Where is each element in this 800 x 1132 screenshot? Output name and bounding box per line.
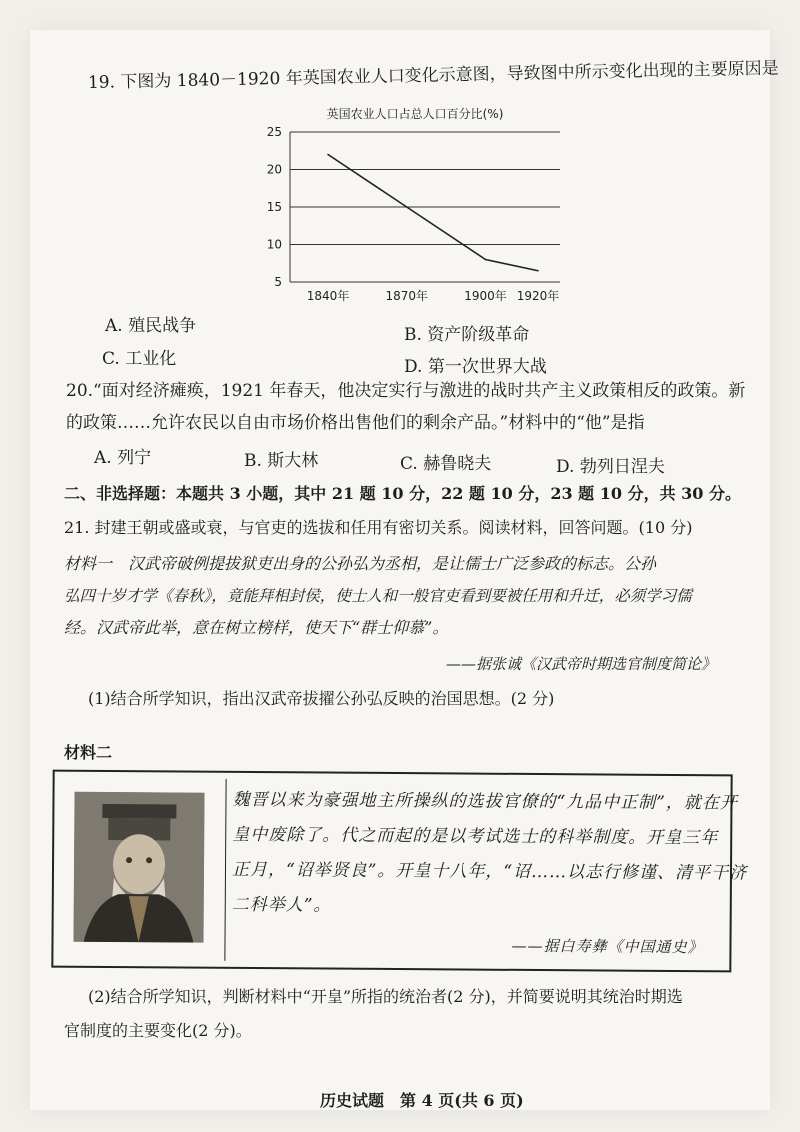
- line-chart: [250, 108, 580, 313]
- data-point: [327, 154, 329, 156]
- q19-option-b: B. 资产阶级革命: [404, 325, 530, 345]
- q20-stem-line1: 20.“面对经济瘫痪，1921 年春天，他决定实行与激进的战时共产主义政策相反的政策。新: [66, 381, 746, 401]
- y-tick-label: 20: [266, 162, 282, 177]
- material2-line4: 二科举人”。: [231, 894, 332, 916]
- portrait-frame: [59, 778, 226, 961]
- data-point: [485, 259, 487, 261]
- q21-sub1: (1)结合所学知识，指出汉武帝拔擢公孙弘反映的治国思想。(2 分): [88, 689, 555, 708]
- q20-option-c: C. 赫鲁晓夫: [400, 454, 492, 474]
- x-tick-label: 1920年: [516, 289, 560, 303]
- q21-sub2-line1: (2)结合所学知识，判断材料中“开皇”所指的统治者(2 分)，并简要说明其统治时期选: [88, 987, 683, 1006]
- material2-line1: 魏晋以来为豪强地主所操纵的选拔官僚的“九品中正制”，就在开: [232, 789, 738, 814]
- q21-stem: 21. 封建王朝或盛或衰，与官吏的选拔和任用有密切关系。阅读材料，回答问题。(10 分): [64, 518, 693, 537]
- chart-svg: [250, 108, 580, 313]
- q19-option-c: C. 工业化: [102, 349, 177, 369]
- q21-sub2-line2: 官制度的主要变化(2 分)。: [64, 1021, 252, 1040]
- x-tick-label: 1900年: [464, 289, 507, 303]
- y-tick-label: 5: [274, 275, 282, 289]
- emperor-portrait-image: [73, 792, 204, 943]
- material1-line3: 经。汉武帝此举，意在树立榜样，使天下“群士仰慕”。: [64, 618, 449, 637]
- q20-option-d: D. 勃列日涅夫: [556, 457, 665, 477]
- page-footer: 历史试题 第 4 页(共 6 页): [320, 1091, 524, 1110]
- material2-line3: 正月，“诏举贤良”。开皇十八年，“诏……以志行修谨、清平干济: [231, 859, 748, 884]
- material2-line2: 皇中废除了。代之而起的是以考试选士的科举制度。开皇三年: [232, 824, 719, 849]
- material1-source: ——据张诚《汉武帝时期选官制度简论》: [446, 655, 717, 673]
- q19-option-a: A. 殖民战争: [105, 316, 197, 336]
- q19-option-d: D. 第一次世界大战: [404, 357, 547, 377]
- q19-stem: 19. 下图为 1840－1920 年英国农业人口变化示意图，导致图中所示变化出现的主要原因是: [87, 58, 779, 93]
- q20-option-a: A. 列宁: [94, 448, 152, 468]
- q20-option-b: B. 斯大林: [244, 451, 319, 471]
- x-tick-label: 1870年: [385, 289, 429, 303]
- section-heading: 二、非选择题：本题共 3 小题，其中 21 题 10 分，22 题 10 分，23 题 10 分，共 30 分。: [64, 484, 741, 503]
- material2-source: ——据白寿彝《中国通史》: [511, 936, 704, 957]
- y-tick-label: 10: [266, 237, 282, 252]
- data-point: [406, 206, 408, 208]
- material2-box: [51, 770, 748, 973]
- data-point: [537, 270, 539, 272]
- y-tick-label: 25: [266, 125, 282, 139]
- y-tick-label: 15: [266, 200, 282, 214]
- series-line: [328, 155, 538, 271]
- x-tick-label: 1840年: [306, 289, 350, 303]
- material1-line2: 弘四十岁才学《春秋》，竟能拜相封侯，使士人和一般官吏看到要被任用和升迁，必须学习儒: [64, 587, 692, 605]
- portrait-illustration: [73, 792, 204, 943]
- material2-label: 材料二: [64, 743, 113, 762]
- material1-line1: 材料一 汉武帝破例提拔狱吏出身的公孙弘为丞相，是让儒士广泛参政的标志。公孙: [64, 554, 657, 573]
- chart-title: 英国农业人口占总人口百分比(%): [326, 107, 504, 121]
- q20-stem-line2: 的政策……允许农民以自由市场价格出售他们的剩余产品。”材料中的“他”是指: [66, 413, 645, 433]
